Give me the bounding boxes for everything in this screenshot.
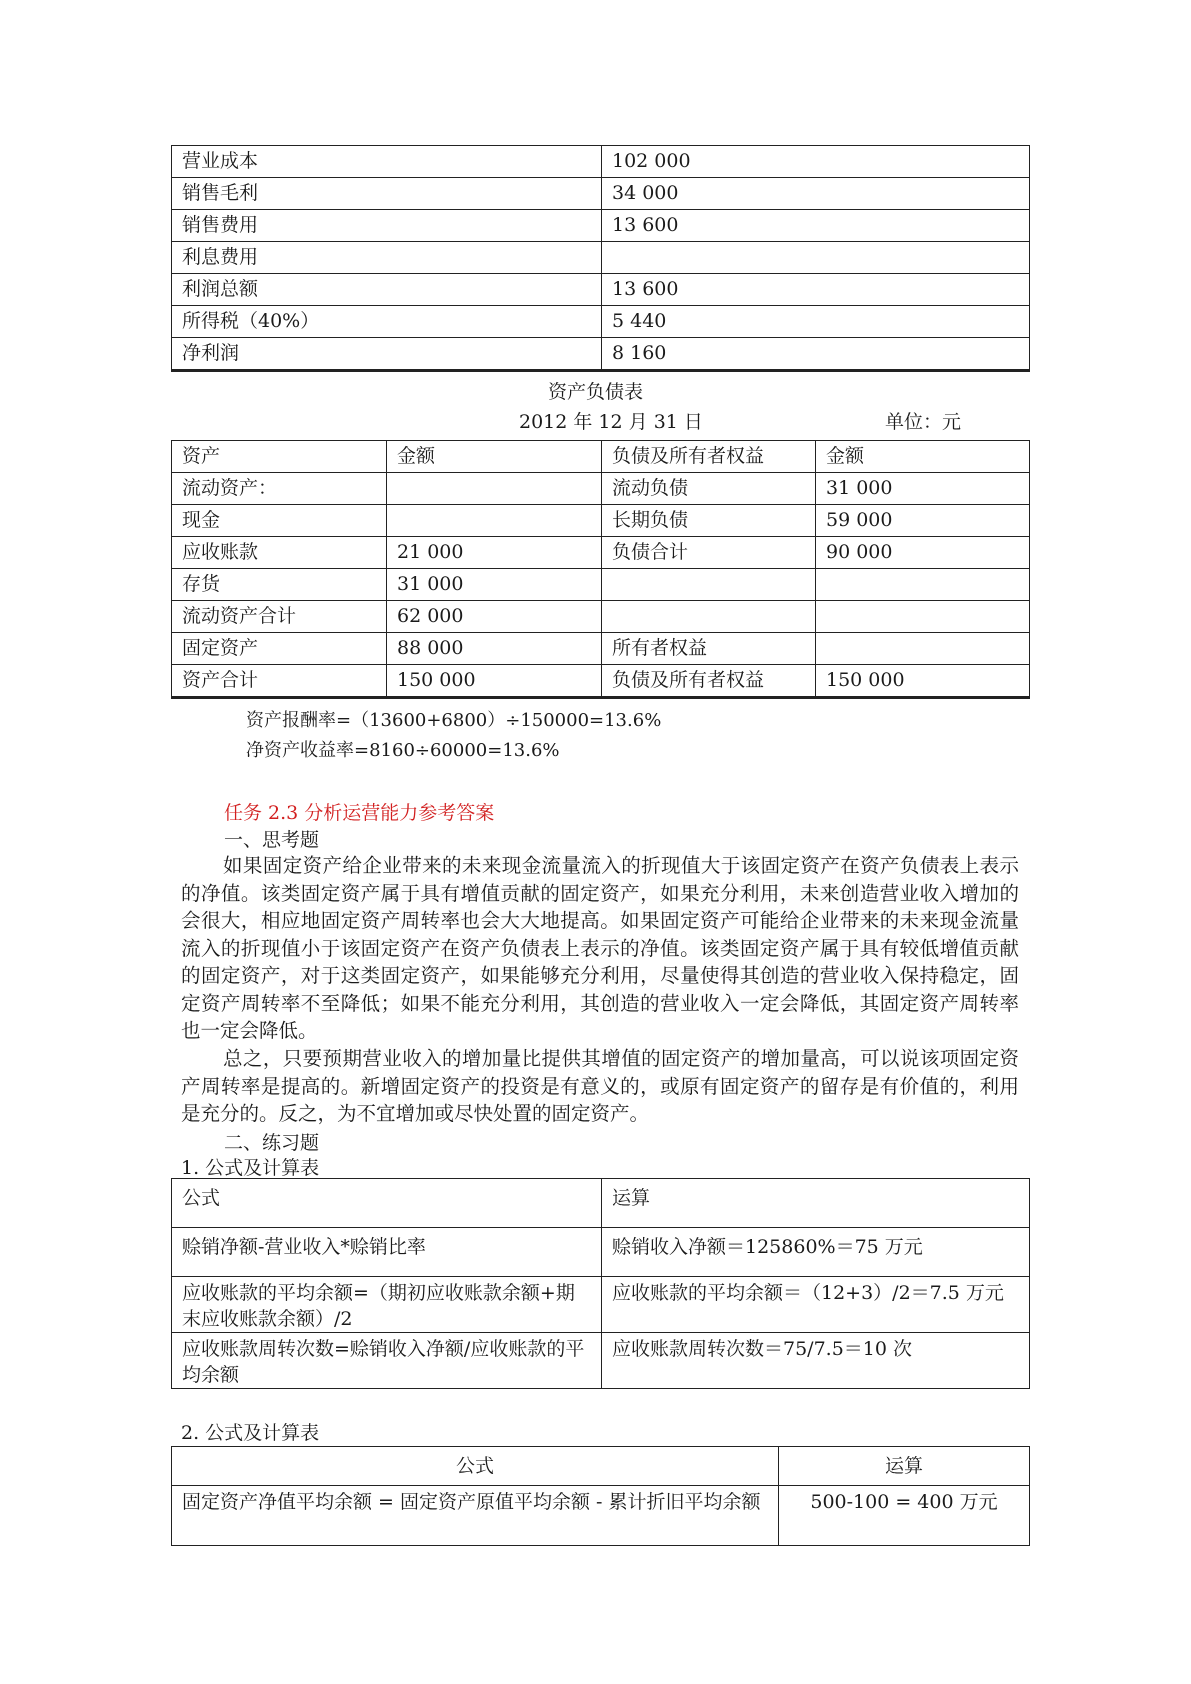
table-cell: 流动负债 [602,473,816,505]
roa-calculation: 资产报酬率=（13600+6800）÷150000=13.6% [246,710,662,731]
row-value: 34 000 [602,178,1030,210]
result-cell: 应收账款周转次数＝75/7.5＝10 次 [602,1333,1030,1389]
result-cell: 应收账款的平均余额＝（12+3）/2＝7.5 万元 [602,1277,1030,1333]
row-label: 利息费用 [172,242,602,274]
table-row [172,306,1030,338]
header-cell: 金额 [816,441,1030,473]
table-row [172,537,1030,569]
table-row [172,569,1030,601]
formula-cell: 应收账款周转次数=赊销收入净额/应收账款的平均余额 [172,1333,602,1389]
table-row [172,338,1030,371]
row-value [602,242,1030,274]
table-cell: 负债合计 [602,537,816,569]
header-cell: 资产 [172,441,387,473]
row-label: 营业成本 [172,146,602,178]
row-label: 销售毛利 [172,178,602,210]
table-cell [387,473,602,505]
table-row [172,633,1030,665]
table-cell [816,633,1030,665]
balance-sheet-unit: 单位：元 [885,411,962,433]
balance-sheet-title: 资产负债表 [548,381,644,403]
income-statement-table [171,145,1030,372]
header-cell: 负债及所有者权益 [602,441,816,473]
row-value: 8 160 [602,338,1030,371]
table-row [172,473,1030,505]
table-row [172,1333,1030,1389]
table-header-row [172,1447,1030,1486]
table-cell: 固定资产 [172,633,387,665]
table-row [172,178,1030,210]
row-label: 利润总额 [172,274,602,306]
part1-title: 一、思考题 [224,829,320,851]
formula-table-1 [171,1178,1030,1389]
row-value: 13 600 [602,274,1030,306]
row-value: 13 600 [602,210,1030,242]
table-cell: 62 000 [387,601,602,633]
paragraph-1: 如果固定资产给企业带来的未来现金流量流入的折现值大于该固定资产在资产负债表上表示的净值。该类固定资产属于具有增值贡献的固定资产，如果充分利用，未来创造营业收入增加的会很大，相应地固定资产周转率也会大大地提高。如果固定资产可能给企业带来的未来现金流量流入的折现值小于该固定资产在资产负债表上表示的净值。该类固定资产属于具有较低增值贡献的固定资产，对于这类固定资产，如果能够充分利用，尽量使得其创造的营业收入保持稳定，固定资产周转率不至降低；如果不能充分利用，其创造的营业收入一定会降低，其固定资产周转率也一定会降低。 [181,854,1019,1042]
table-row [172,601,1030,633]
header-cell: 公式 [172,1447,779,1486]
table-row [172,274,1030,306]
table-cell: 存货 [172,569,387,601]
roe-calculation: 净资产收益率=8160÷60000=13.6% [246,740,560,761]
table-row [172,1486,1030,1546]
row-label: 销售费用 [172,210,602,242]
table-cell [602,601,816,633]
table-cell: 现金 [172,505,387,537]
row-value: 102 000 [602,146,1030,178]
table-row [172,1228,1030,1277]
table-row [172,1277,1030,1333]
table-cell: 资产合计 [172,665,387,698]
paragraph-2: 总之，只要预期营业收入的增加量比提供其增值的固定资产的增加量高，可以说该项固定资产周转率是提高的。新增固定资产的投资是有意义的，或原有固定资产的留存是有价值的，利用是充分的。反之，为不宜增加或尽快处置的固定资产。 [181,1047,1019,1125]
exercise2-label: 2. 公式及计算表 [181,1422,320,1444]
formula-cell: 赊销净额-营业收入*赊销比率 [172,1228,602,1277]
table-cell: 所有者权益 [602,633,816,665]
table-cell: 长期负债 [602,505,816,537]
row-value: 5 440 [602,306,1030,338]
table-row [172,505,1030,537]
table-cell: 应收账款 [172,537,387,569]
section-heading: 任务 2.3 分析运营能力参考答案 [224,802,495,824]
row-label: 净利润 [172,338,602,371]
table-cell: 150 000 [387,665,602,698]
balance-sheet-table [171,440,1030,699]
table-cell: 31 000 [387,569,602,601]
table-header-row [172,1179,1030,1228]
table-cell: 90 000 [816,537,1030,569]
table-cell: 88 000 [387,633,602,665]
table-row [172,210,1030,242]
result-cell: 500-100 = 400 万元 [779,1486,1030,1546]
balance-sheet-date: 2012 年 12 月 31 日 [519,411,703,433]
table-cell [816,569,1030,601]
table-cell: 21 000 [387,537,602,569]
table-header-row [172,441,1030,473]
formula-cell: 应收账款的平均余额=（期初应收账款余额+期末应收账款余额）/2 [172,1277,602,1333]
table-cell: 59 000 [816,505,1030,537]
header-cell: 运算 [602,1179,1030,1228]
table-cell [816,601,1030,633]
formula-cell: 固定资产净值平均余额 = 固定资产原值平均余额 - 累计折旧平均余额 [172,1486,779,1546]
table-row [172,242,1030,274]
table-cell: 31 000 [816,473,1030,505]
part2-title: 二、练习题 [224,1132,320,1154]
row-label: 所得税（40%） [172,306,602,338]
result-cell: 赊销收入净额＝125860%＝75 万元 [602,1228,1030,1277]
header-cell: 公式 [172,1179,602,1228]
table-cell [387,505,602,537]
table-cell: 负债及所有者权益 [602,665,816,698]
table-cell [602,569,816,601]
header-cell: 金额 [387,441,602,473]
formula-table-2 [171,1446,1030,1546]
table-row [172,146,1030,178]
table-cell: 流动资产合计 [172,601,387,633]
exercise1-label: 1. 公式及计算表 [181,1157,320,1179]
header-cell: 运算 [779,1447,1030,1486]
table-row [172,665,1030,698]
table-cell: 流动资产： [172,473,387,505]
table-cell: 150 000 [816,665,1030,698]
